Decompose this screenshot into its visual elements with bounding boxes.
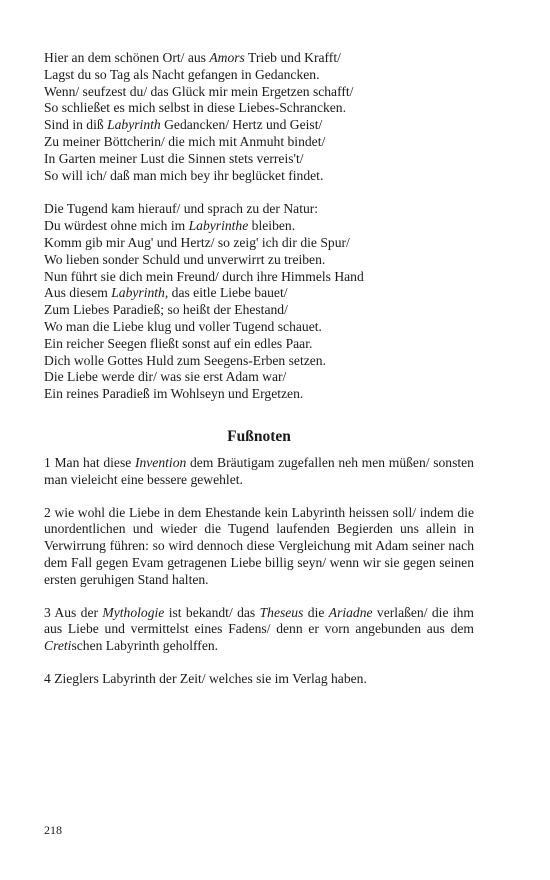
text-segment: Dich wolle Gottes Huld zum Seegens-Erben setzen. (44, 352, 326, 368)
italic-text: Invention (134, 454, 187, 470)
text-segment: Zu meiner Böttcherin/ die mich mit Anmuht bindet/ (44, 133, 326, 149)
verse-line (44, 353, 474, 370)
text-segment: Wenn/ seufzest du/ das Glück mir mein Ergetzen schafft/ (44, 83, 354, 99)
text-segment: Ein reines Paradieß im Wohlseyn und Ergetzen. (44, 386, 304, 402)
verse-line (44, 386, 474, 403)
verse-line (44, 336, 474, 353)
verse-line (44, 134, 474, 151)
page-number: 218 (44, 823, 62, 837)
text-segment: das eitle Liebe bauet/ (168, 285, 288, 301)
italic-text: Creti (44, 638, 72, 654)
text-segment: Nun führt sie dich mein Freund/ durch ihre Himmels Hand (44, 268, 364, 284)
verse-line (44, 50, 474, 67)
italic-text: Theseus (259, 604, 304, 620)
text-segment: verlaßen/ die ihm aus Liebe und vermittelst eines Fadens/ denn er vorn angebunden aus dem (44, 604, 474, 637)
verse-line (44, 369, 474, 386)
verse-line (44, 252, 474, 269)
verse-line (44, 168, 474, 185)
text-segment: 2 wie wohl die Liebe in dem Ehestande kein Labyrinth heissen soll/ indem die unordentlichen und wieder die Tugend laufenden Begierden uns allein in Verwirrung führen: so wird dennoch diese Vergleichung mit Adam seiner nach dem Fall gegen Evam getragenen Liebe billig seyn/ wenn wir sie gegen seinen ersten geruhigen Stand halten. (44, 504, 474, 587)
italic-text: Labyrinth, (111, 285, 169, 301)
verse-line (44, 302, 474, 319)
text-segment: Die Tugend kam hierauf/ und sprach zu der Natur: (44, 201, 319, 217)
stanza (44, 201, 474, 403)
text-segment: Sind in diß (44, 117, 108, 133)
verse-line (44, 269, 474, 286)
text-segment: Hier an dem schönen Ort/ aus (44, 50, 210, 65)
verse-line (44, 84, 474, 101)
verse-line (44, 285, 474, 302)
italic-text: Labyrinthe (188, 218, 249, 234)
verse-line (44, 67, 474, 84)
verse-line (44, 235, 474, 252)
italic-text: Labyrinth (107, 117, 161, 133)
text-segment: In Garten meiner Lust die Sinnen stets verreis't/ (44, 150, 304, 166)
italic-text: Ariadne (328, 604, 373, 620)
text-segment: 4 Zieglers Labyrinth der Zeit/ welches sie im Verlag haben. (44, 670, 367, 686)
text-segment: Du würdest ohne mich im (44, 218, 189, 234)
text-segment: Komm gib mir Aug' und Hertz/ so zeig' ich dir die Spur/ (44, 234, 350, 250)
text-segment: Zum Liebes Paradieß; so heißt der Ehestand/ (44, 302, 288, 318)
footnotes-heading: Fußnoten (227, 427, 291, 445)
verse-line (44, 151, 474, 168)
verse-line (44, 218, 474, 235)
text-segment: Trieb und Krafft/ (244, 50, 341, 65)
text-segment: So schließet es mich selbst in diese Liebes-Schrancken. (44, 100, 347, 116)
text-segment: schen Labyrinth geholffen. (71, 638, 219, 654)
text-segment: Wo man die Liebe klug und voller Tugend schauet. (44, 318, 322, 334)
footnote (44, 671, 474, 688)
text-segment: ist bekandt/ das (164, 604, 260, 620)
footnote (44, 455, 474, 489)
verse-line (44, 201, 474, 218)
italic-text: Mythologie (102, 604, 165, 620)
text-segment: So will ich/ daß man mich bey ihr beglücket findet. (44, 167, 324, 183)
text-segment: 1 Man hat diese (44, 454, 135, 470)
text-segment: Gedancken/ Hertz und Geist/ (160, 117, 323, 133)
stanza (44, 50, 474, 184)
text-segment: bleiben. (248, 218, 296, 234)
verse-line (44, 100, 474, 117)
text-segment: dem Bräutigam zugefallen neh men müßen/ sonsten man vieleicht eine bessere gewehlet. (44, 454, 474, 487)
italic-text: Amors (209, 50, 245, 65)
verse-line (44, 117, 474, 134)
text-segment: Aus diesem (44, 285, 112, 301)
poem (44, 50, 474, 403)
text-segment: Die Liebe werde dir/ was sie erst Adam war/ (44, 369, 287, 385)
text-segment: Lagst du so Tag als Nacht gefangen in Gedancken. (44, 66, 320, 82)
text-segment: 3 Aus der (44, 604, 103, 620)
text-segment: Ein reicher Seegen fließt sonst auf ein edles Paar. (44, 335, 313, 351)
footnotes-section (44, 455, 474, 688)
footnote (44, 505, 474, 589)
page-content (44, 50, 474, 704)
footnote (44, 605, 474, 655)
text-segment: die (303, 604, 329, 620)
text-segment: Wo lieben sonder Schuld und unverwirrt zu treiben. (44, 251, 326, 267)
verse-line (44, 319, 474, 336)
